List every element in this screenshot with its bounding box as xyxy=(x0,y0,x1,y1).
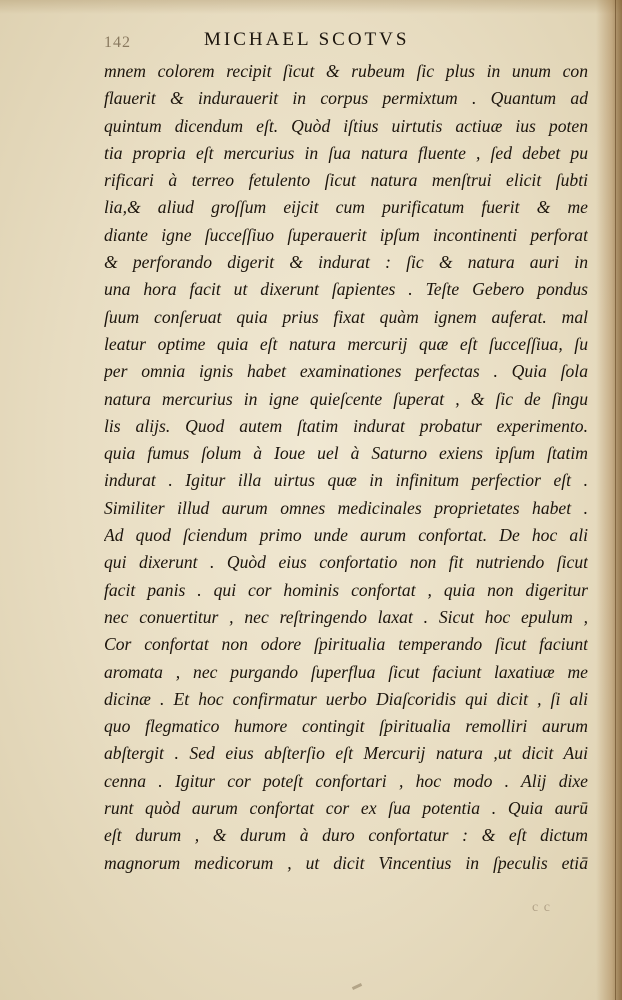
top-shadow xyxy=(0,0,622,14)
text-line: natura mercurius in igne quieſcente ſuperat , & ſic de ſingu xyxy=(104,388,588,409)
text-line: tia propria eſt mercurius in ſua natura fluente , ſed debet pu xyxy=(104,142,588,163)
body-text xyxy=(104,58,588,877)
page-edge-line xyxy=(615,0,616,1000)
page-edge-shadow xyxy=(596,0,622,1000)
text-line: lia,& aliud groſſum eijcit cum purificatum fuerit & me xyxy=(104,197,588,218)
page-number: 142 xyxy=(104,34,131,51)
text-line: eſt durum , & durum à duro confortatur : & eſt dictum xyxy=(104,825,588,846)
text-line: flauerit & indurauerit in corpus permixtum . Quantum ad xyxy=(104,88,588,109)
running-head: MICHAEL SCOTVS xyxy=(204,29,410,50)
text-line: dicinæ . Et hoc confirmatur uerbo Diaſcoridis qui dicit , ſi ali xyxy=(104,688,588,709)
text-line: indurat . Igitur illa uirtus quæ in infinitum perfectior eſt . xyxy=(104,470,588,491)
text-line: ſuum conſeruat quia prius fixat quàm ignem auferat. mal xyxy=(104,306,588,327)
text-line: abſtergit . Sed eius abſterſio eſt Mercurij natura ,ut dicit Aui xyxy=(104,743,588,764)
text-line: Ad quod ſciendum primo unde aurum confortat. De hoc ali xyxy=(104,525,588,546)
text-line: & perforando digerit & indurat : ſic & natura auri in xyxy=(104,252,588,273)
ink-blemish xyxy=(352,983,362,990)
text-line: runt quòd aurum confortat cor ex ſua potentia . Quia aurū xyxy=(104,798,588,819)
text-line: cenna . Igitur cor poteſt confortari , hoc modo . Alij dixe xyxy=(104,770,588,791)
text-line: mnem colorem recipit ſicut & rubeum ſic plus in unum con xyxy=(104,61,588,81)
text-line: aromata , nec purgando ſuperflua ſicut faciunt laxatiuæ me xyxy=(104,661,588,682)
text-line: quia fumus ſolum à Ioue uel à Saturno exiens ipſum ſtatim xyxy=(104,443,588,464)
text-line: lis alijs. Quod autem ſtatim indurat probatur experimento. xyxy=(104,415,588,436)
text-line: magnorum medicorum , ut dicit Vincentius in ſpeculis etiā xyxy=(104,852,588,873)
text-line: nec conuertitur , nec reſtringendo laxat . Sicut hoc epulum , xyxy=(104,606,588,627)
text-line: facit panis . qui cor hominis confortat , quia non digeritur xyxy=(104,579,588,600)
text-line: leatur optime quia eſt natura mercurij quæ eſt ſucceſſiua, ſu xyxy=(104,333,588,354)
text-line: Cor confortat non odore ſpiritualia temperando ſicut faciunt xyxy=(104,634,588,655)
text-line: per omnia ignis habet examinationes perfectas . Quia ſola xyxy=(104,361,588,382)
text-line: rificari à terreo fetulento ſicut natura menſtrui elicit ſubti xyxy=(104,170,588,191)
text-line: diante igne ſucceſſiuo ſuperauerit ipſum incontinenti perforat xyxy=(104,224,588,245)
text-line: qui dixerunt . Quòd eius confortatio non fit nutriendo ſicut xyxy=(104,552,588,573)
text-line: una hora facit ut dixerunt ſapientes . Teſte Gebero pondus xyxy=(104,279,588,300)
text-line: Similiter illud aurum omnes medicinales proprietates habet . xyxy=(104,497,588,518)
text-line: quo flegmatico humore contingit ſpiritualia remolliri aurum xyxy=(104,716,588,737)
text-line: quintum dicendum eſt. Quòd iſtius uirtutis actiuæ ius poten xyxy=(104,115,588,136)
signature-mark: c c xyxy=(532,900,551,915)
